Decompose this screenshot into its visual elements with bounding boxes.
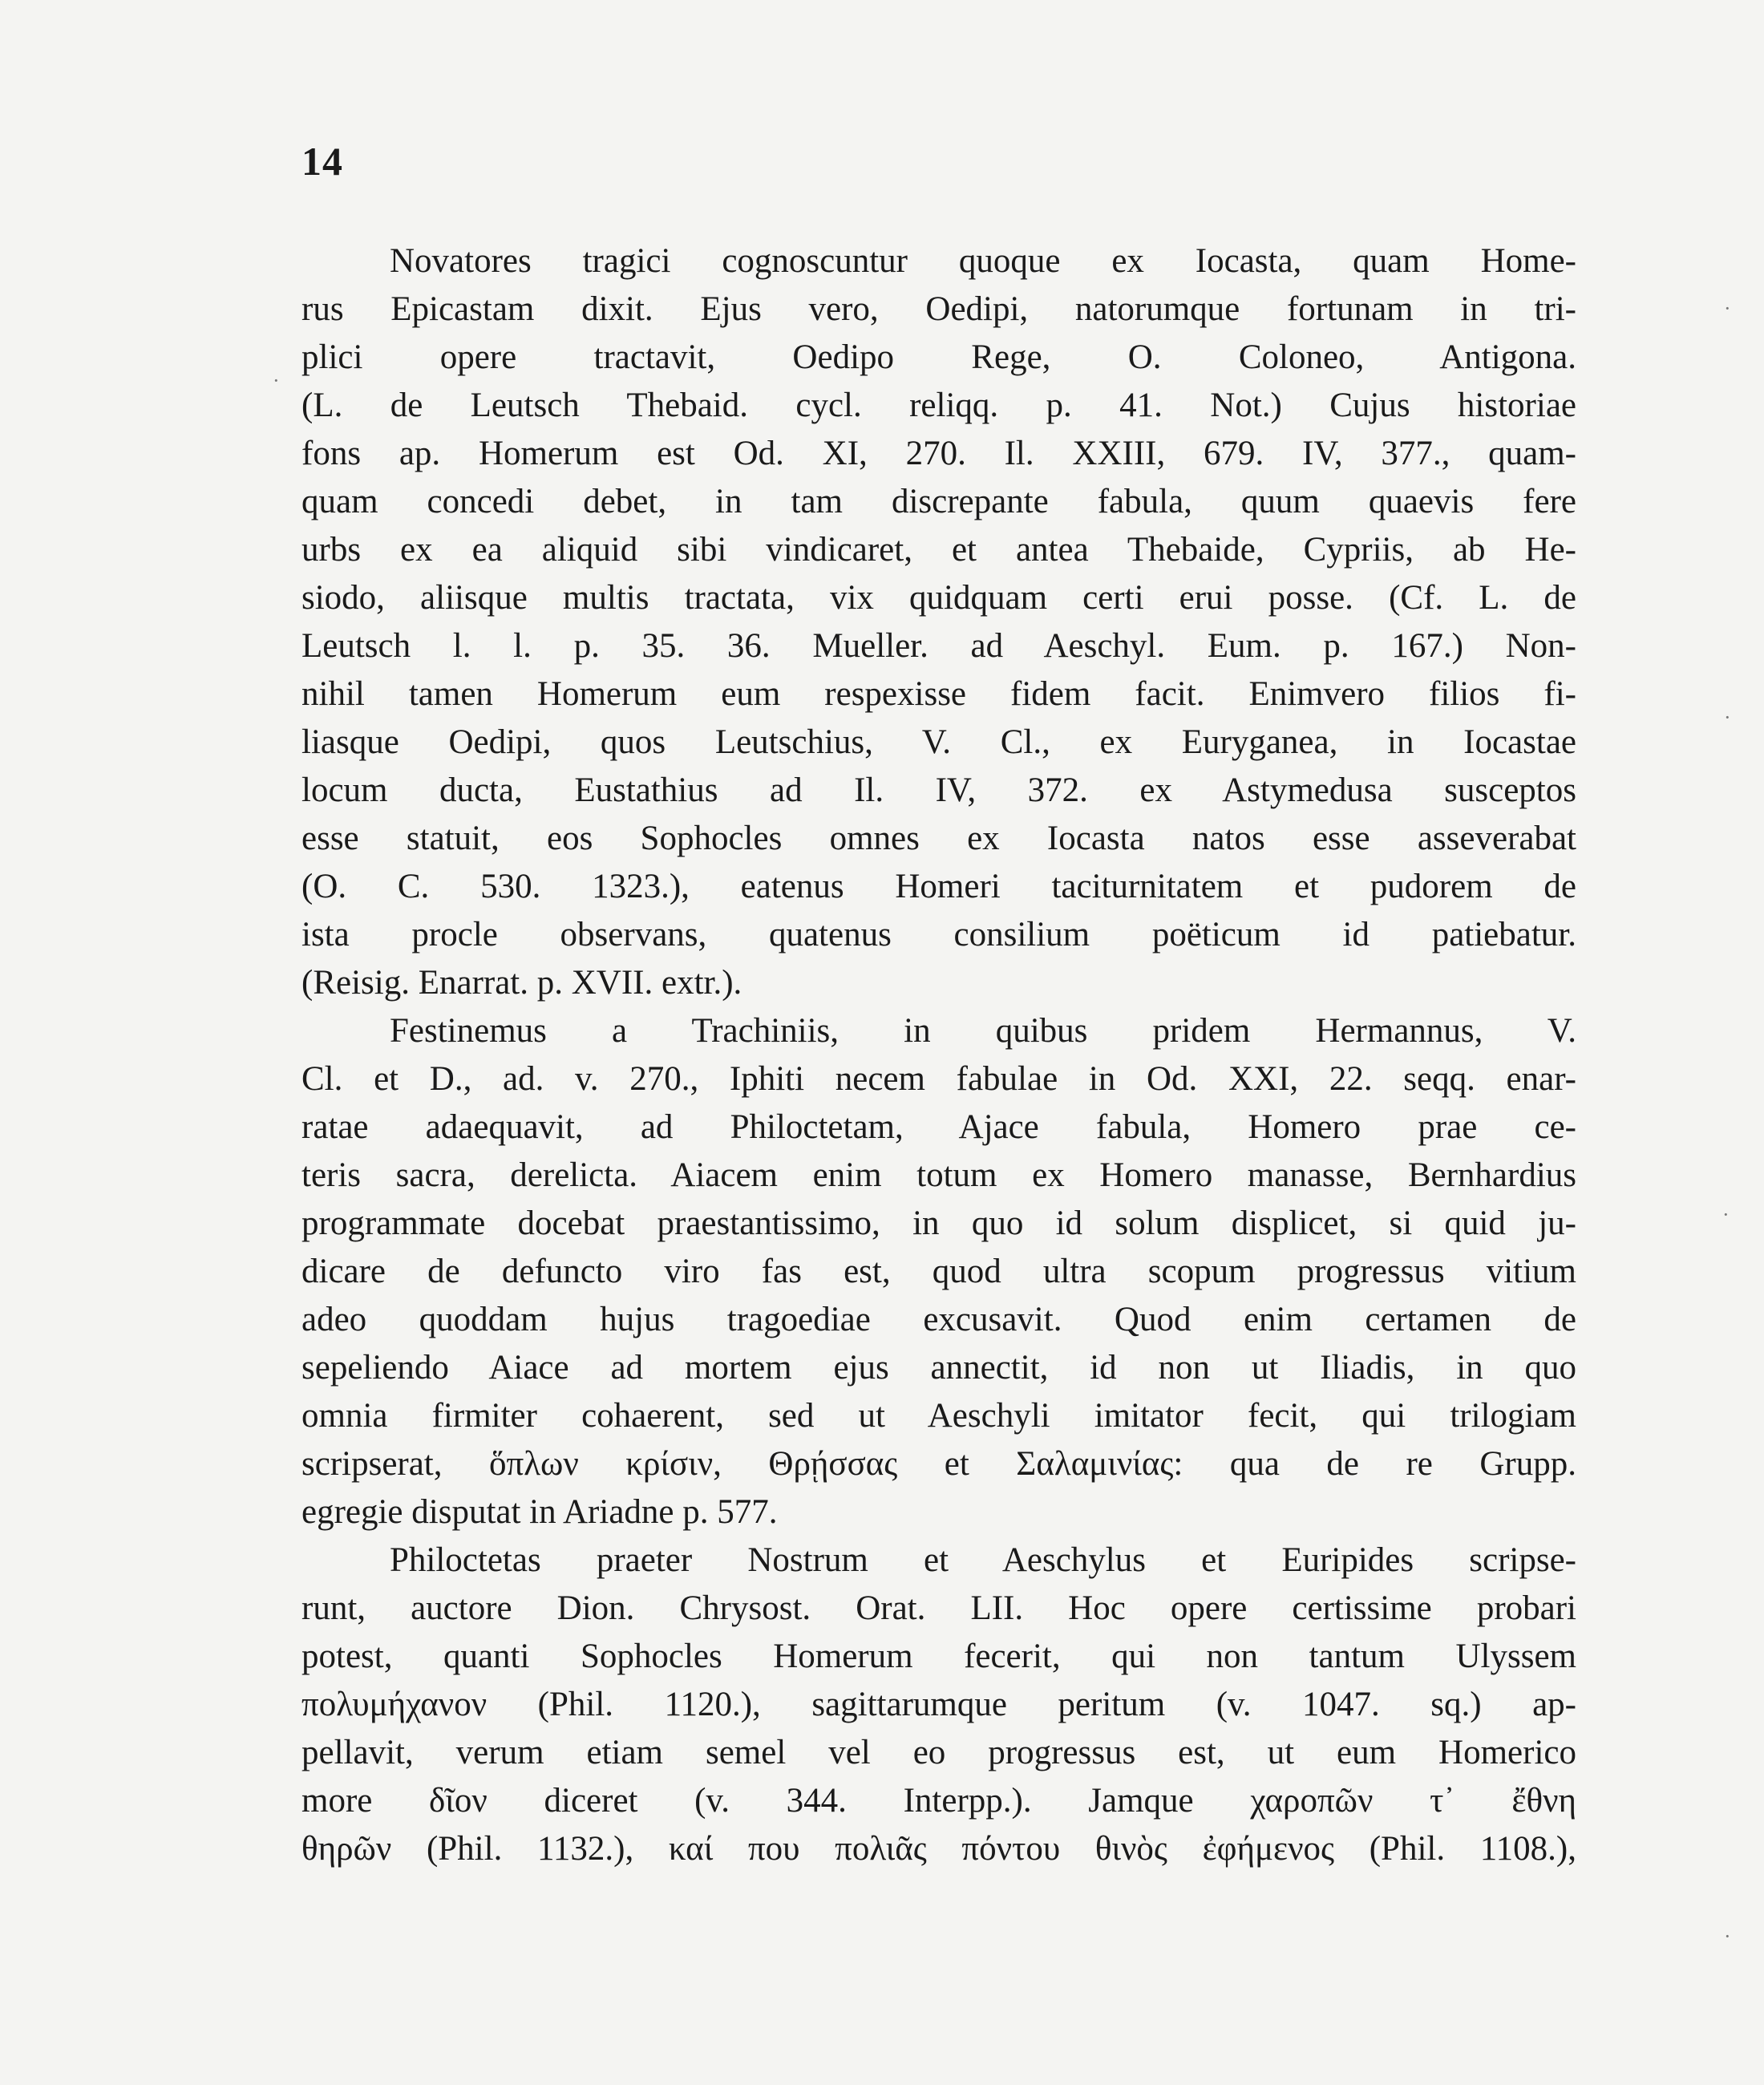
scan-speck: · <box>273 369 280 392</box>
body-text <box>301 237 1576 1873</box>
text-line: (L. de Leutsch Thebaid. cycl. reliqq. p. 41. Not.) Cujus historiae <box>301 387 1576 424</box>
text-line: plici opere tractavit, Oedipo Rege, O. Coloneo, Antigona. <box>301 338 1576 376</box>
text-line: locum ducta, Eustathius ad Il. IV, 372. ex Astymedusa susceptos <box>301 771 1576 809</box>
text-line: Leutsch l. l. p. 35. 36. Mueller. ad Aeschyl. Eum. p. 167.) Non- <box>301 627 1576 665</box>
text-line: programmate docebat praestantissimo, in quo id solum displicet, si quid ju- <box>301 1204 1576 1242</box>
text-line: pellavit, verum etiam semel vel eo progressus est, ut eum Homerico <box>301 1734 1576 1771</box>
text-line: esse statuit, eos Sophocles omnes ex Iocasta natos esse asseverabat <box>301 820 1576 857</box>
text-line: Festinemus a Trachiniis, in quibus pridem Hermannus, V. <box>390 1012 1576 1050</box>
text-line: teris sacra, derelicta. Aiacem enim totum ex Homero manasse, Bernhardius <box>301 1156 1576 1194</box>
text-line: dicare de defuncto viro fas est, quod ultra scopum progressus vitium <box>301 1253 1576 1290</box>
text-line: nihil tamen Homerum eum respexisse fidem facit. Enimvero filios fi- <box>301 675 1576 713</box>
text-line: runt, auctore Dion. Chrysost. Orat. LII. Hoc opere certissime probari <box>301 1589 1576 1627</box>
text-line: θηρῶν (Phil. 1132.), καί που πολιᾶς πόντου θινὸς ἐφήμενος (Phil. 1108.), <box>301 1830 1576 1868</box>
text-line: egregie disputat in Ariadne p. 577. <box>301 1493 778 1531</box>
text-line: scripserat, ὅπλων κρίσιν, Θρῄσσας et Σαλαμινίας: qua de re Grupp. <box>301 1445 1576 1483</box>
scan-speck: · <box>1724 297 1731 320</box>
text-line: πολυμήχανον (Phil. 1120.), sagittarumque peritum (v. 1047. sq.) ap- <box>301 1686 1576 1723</box>
text-line: (Reisig. Enarrat. p. XVII. extr.). <box>301 964 742 1002</box>
text-line: potest, quanti Sophocles Homerum fecerit, qui non tantum Ulyssem <box>301 1638 1576 1675</box>
text-line: omnia firmiter cohaerent, sed ut Aeschyli imitator fecit, qui trilogiam <box>301 1397 1576 1435</box>
text-line: more δῖον diceret (v. 344. Interpp.). Jamque χαροπῶν τ᾽ ἔθνη <box>301 1782 1576 1820</box>
page-number: 14 <box>301 139 343 184</box>
text-line: fons ap. Homerum est Od. XI, 270. Il. XXIII, 679. IV, 377., quam- <box>301 435 1576 472</box>
scan-speck: · <box>1722 1203 1730 1226</box>
scan-speck: · <box>1724 1925 1731 1948</box>
text-line: Philoctetas praeter Nostrum et Aeschylus et Euripides scripse- <box>390 1541 1576 1579</box>
text-line: ista procle observans, quatenus consilium poëticum id patiebatur. <box>301 916 1576 953</box>
text-line: ratae adaequavit, ad Philoctetam, Ajace fabula, Homero prae ce- <box>301 1108 1576 1146</box>
scan-speck: · <box>1724 706 1731 729</box>
text-line: sepeliendo Aiace ad mortem ejus annectit, id non ut Iliadis, in quo <box>301 1349 1576 1387</box>
text-line: quam concedi debet, in tam discrepante fabula, quum quaevis fere <box>301 483 1576 520</box>
text-line: (O. C. 530. 1323.), eatenus Homeri taciturnitatem et pudorem de <box>301 868 1576 905</box>
text-line: Novatores tragici cognoscuntur quoque ex Iocasta, quam Home- <box>390 242 1576 280</box>
text-line: liasque Oedipi, quos Leutschius, V. Cl., ex Euryganea, in Iocastae <box>301 723 1576 761</box>
text-line: adeo quoddam hujus tragoediae excusavit. Quod enim certamen de <box>301 1301 1576 1338</box>
text-line: siodo, aliisque multis tractata, vix quidquam certi erui posse. (Cf. L. de <box>301 579 1576 617</box>
text-line: Cl. et D., ad. v. 270., Iphiti necem fabulae in Od. XXI, 22. seqq. enar- <box>301 1060 1576 1098</box>
text-line: urbs ex ea aliquid sibi vindicaret, et antea Thebaide, Cypriis, ab He- <box>301 531 1576 569</box>
text-line: rus Epicastam dixit. Ejus vero, Oedipi, natorumque fortunam in tri- <box>301 290 1576 328</box>
